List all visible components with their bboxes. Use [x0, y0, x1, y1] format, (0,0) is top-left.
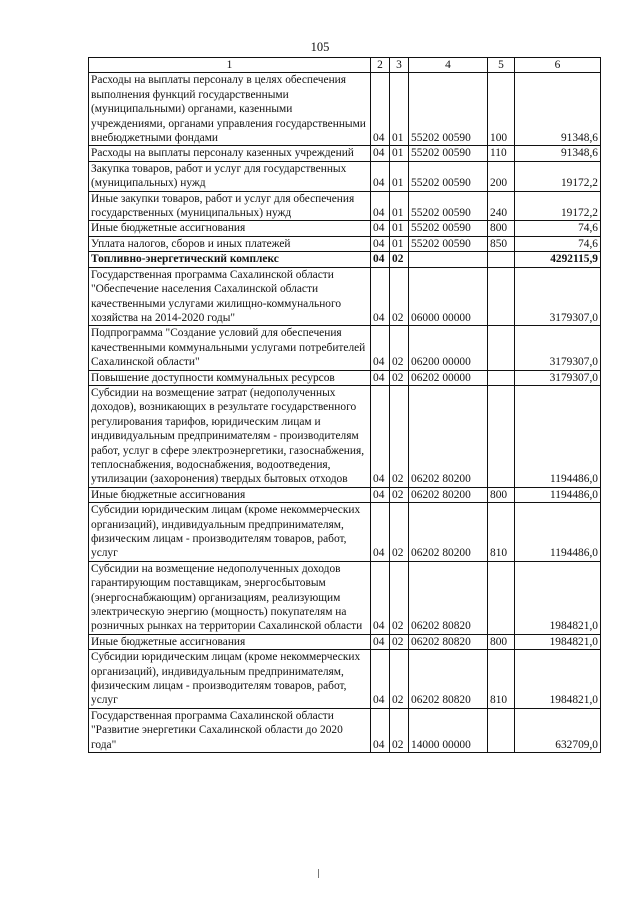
row-amount-cell: 91348,6: [515, 73, 601, 146]
row-amount-cell: 1194486,0: [515, 503, 601, 562]
row-section-cell: 04: [371, 73, 390, 146]
row-amount-cell: 74,6: [515, 221, 601, 236]
row-expense-type-cell: 240: [488, 191, 515, 221]
row-target-article-cell: [409, 252, 488, 267]
row-section-cell: 04: [371, 252, 390, 267]
row-section-cell: 04: [371, 634, 390, 649]
row-name-cell: Топливно-энергетический комплекс: [89, 252, 371, 267]
row-subsection-cell: 01: [390, 221, 409, 236]
row-subsection-cell: 01: [390, 236, 409, 251]
table-row: [89, 161, 601, 191]
row-amount-cell: 91348,6: [515, 146, 601, 161]
table-row: [89, 487, 601, 502]
row-target-article-cell: 06202 80820: [409, 650, 488, 709]
row-section-cell: 04: [371, 221, 390, 236]
row-target-article-cell: 06202 80820: [409, 561, 488, 634]
row-subsection-cell: 02: [390, 650, 409, 709]
row-expense-type-cell: [488, 708, 515, 752]
row-section-cell: 04: [371, 385, 390, 487]
row-subsection-cell: 01: [390, 146, 409, 161]
row-section-cell: 04: [371, 267, 390, 326]
row-section-cell: 04: [371, 161, 390, 191]
row-name-cell: Иные закупки товаров, работ и услуг для обеспечения государственных (муниципальных) нужд: [89, 191, 371, 221]
row-subsection-cell: 02: [390, 385, 409, 487]
row-name-cell: Государственная программа Сахалинской области "Обеспечение населения Сахалинской области качественными услугами жилищно-коммунального хозяйства на 2014-2020 годы": [89, 267, 371, 326]
row-section-cell: 04: [371, 146, 390, 161]
row-target-article-cell: 55202 00590: [409, 146, 488, 161]
row-subsection-cell: 02: [390, 503, 409, 562]
row-target-article-cell: 06000 00000: [409, 267, 488, 326]
row-name-cell: Государственная программа Сахалинской области "Развитие энергетики Сахалинской области до 2020 года": [89, 708, 371, 752]
row-name-cell: Субсидии юридическим лицам (кроме некоммерческих организаций), индивидуальным предпринимателям, физическим лицам - производителям товаров, работ, услуг: [89, 650, 371, 709]
row-subsection-cell: 01: [390, 161, 409, 191]
row-amount-cell: 3179307,0: [515, 267, 601, 326]
table-row: [89, 561, 601, 634]
row-subsection-cell: 02: [390, 634, 409, 649]
row-amount-cell: 19172,2: [515, 161, 601, 191]
row-target-article-cell: 55202 00590: [409, 236, 488, 251]
row-amount-cell: 1984821,0: [515, 561, 601, 634]
row-amount-cell: 4292115,9: [515, 252, 601, 267]
header-col-subsection: 3: [390, 58, 409, 73]
table-row: [89, 370, 601, 385]
row-section-cell: 04: [371, 326, 390, 370]
row-subsection-cell: 02: [390, 487, 409, 502]
row-name-cell: Расходы на выплаты персоналу в целях обеспечения выполнения функций государственными (муниципальными) органами, казенными учреждениями, органами управления государственными внебюджетными фондами: [89, 73, 371, 146]
table-row: [89, 708, 601, 752]
row-expense-type-cell: 200: [488, 161, 515, 191]
row-amount-cell: 1984821,0: [515, 634, 601, 649]
header-col-expense-type: 5: [488, 58, 515, 73]
table-row: [89, 191, 601, 221]
table-row: [89, 146, 601, 161]
header-col-target-article: 4: [409, 58, 488, 73]
table-row: [89, 326, 601, 370]
row-section-cell: 04: [371, 561, 390, 634]
row-amount-cell: 3179307,0: [515, 326, 601, 370]
budget-table: [88, 57, 601, 753]
row-target-article-cell: 06202 80200: [409, 487, 488, 502]
row-amount-cell: 632709,0: [515, 708, 601, 752]
row-name-cell: Субсидии на возмещение недополученных доходов гарантирующим поставщикам, энергосбытовым (энергоснабжающим) организациям, реализующим электрическую энергию (мощность) покупателям на розничных рынках на территории Сахалинской области: [89, 561, 371, 634]
row-name-cell: Иные бюджетные ассигнования: [89, 634, 371, 649]
page-number: 105: [310, 40, 330, 54]
row-name-cell: Уплата налогов, сборов и иных платежей: [89, 236, 371, 251]
row-expense-type-cell: 800: [488, 634, 515, 649]
row-subsection-cell: 01: [390, 191, 409, 221]
row-expense-type-cell: 800: [488, 221, 515, 236]
row-target-article-cell: 06202 80200: [409, 503, 488, 562]
header-col-name: 1: [89, 58, 371, 73]
row-subsection-cell: 02: [390, 326, 409, 370]
row-section-cell: 04: [371, 236, 390, 251]
row-expense-type-cell: [488, 370, 515, 385]
table-row: [89, 252, 601, 267]
row-subsection-cell: 02: [390, 561, 409, 634]
row-name-cell: Субсидии юридическим лицам (кроме некоммерческих организаций), индивидуальным предпринимателям, физическим лицам - производителям товаров, работ, услуг: [89, 503, 371, 562]
row-section-cell: 04: [371, 650, 390, 709]
row-target-article-cell: 55202 00590: [409, 221, 488, 236]
row-target-article-cell: 06200 00000: [409, 326, 488, 370]
row-section-cell: 04: [371, 487, 390, 502]
row-expense-type-cell: 810: [488, 503, 515, 562]
row-target-article-cell: 14000 00000: [409, 708, 488, 752]
header-row: [89, 58, 601, 73]
row-section-cell: 04: [371, 503, 390, 562]
row-subsection-cell: 02: [390, 252, 409, 267]
header-col-section: 2: [371, 58, 390, 73]
row-expense-type-cell: 110: [488, 146, 515, 161]
row-section-cell: 04: [371, 708, 390, 752]
row-subsection-cell: 02: [390, 708, 409, 752]
row-amount-cell: 1984821,0: [515, 650, 601, 709]
row-target-article-cell: 55202 00590: [409, 73, 488, 146]
row-subsection-cell: 01: [390, 73, 409, 146]
table-header: [89, 58, 601, 73]
table-body: [89, 73, 601, 753]
row-name-cell: Субсидии на возмещение затрат (недополученных доходов), возникающих в результате государственного регулирования тарифов, юридическим лицам и индивидуальным предпринимателям - производителям работ, услуг в сфере электроэнергетики, газоснабжения, теплоснабжения, водоснабжения, водоотведения, утилизации (захоронения) твердых бытовых отходов: [89, 385, 371, 487]
row-amount-cell: 3179307,0: [515, 370, 601, 385]
row-amount-cell: 19172,2: [515, 191, 601, 221]
row-amount-cell: 1194486,0: [515, 385, 601, 487]
row-amount-cell: 1194486,0: [515, 487, 601, 502]
table-row: [89, 650, 601, 709]
row-name-cell: Закупка товаров, работ и услуг для государственных (муниципальных) нужд: [89, 161, 371, 191]
row-name-cell: Иные бюджетные ассигнования: [89, 487, 371, 502]
row-name-cell: Расходы на выплаты персоналу казенных учреждений: [89, 146, 371, 161]
row-expense-type-cell: [488, 385, 515, 487]
table-row: [89, 236, 601, 251]
row-expense-type-cell: [488, 326, 515, 370]
row-target-article-cell: 55202 00590: [409, 161, 488, 191]
table-row: [89, 221, 601, 236]
row-name-cell: Иные бюджетные ассигнования: [89, 221, 371, 236]
scan-artifact: [318, 869, 319, 878]
row-expense-type-cell: [488, 267, 515, 326]
row-name-cell: Подпрограмма "Создание условий для обеспечения качественными коммунальными услугами потребителей Сахалинской области": [89, 326, 371, 370]
row-section-cell: 04: [371, 370, 390, 385]
row-section-cell: 04: [371, 191, 390, 221]
row-expense-type-cell: 800: [488, 487, 515, 502]
row-target-article-cell: 55202 00590: [409, 191, 488, 221]
row-name-cell: Повышение доступности коммунальных ресурсов: [89, 370, 371, 385]
row-expense-type-cell: [488, 561, 515, 634]
row-expense-type-cell: [488, 252, 515, 267]
row-subsection-cell: 02: [390, 370, 409, 385]
table-row: [89, 73, 601, 146]
row-expense-type-cell: 810: [488, 650, 515, 709]
row-expense-type-cell: 850: [488, 236, 515, 251]
header-col-amount: 6: [515, 58, 601, 73]
row-target-article-cell: 06202 00000: [409, 370, 488, 385]
row-target-article-cell: 06202 80200: [409, 385, 488, 487]
row-target-article-cell: 06202 80820: [409, 634, 488, 649]
row-subsection-cell: 02: [390, 267, 409, 326]
row-amount-cell: 74,6: [515, 236, 601, 251]
row-expense-type-cell: 100: [488, 73, 515, 146]
table-row: [89, 267, 601, 326]
table-row: [89, 385, 601, 487]
table-row: [89, 634, 601, 649]
table-row: [89, 503, 601, 562]
